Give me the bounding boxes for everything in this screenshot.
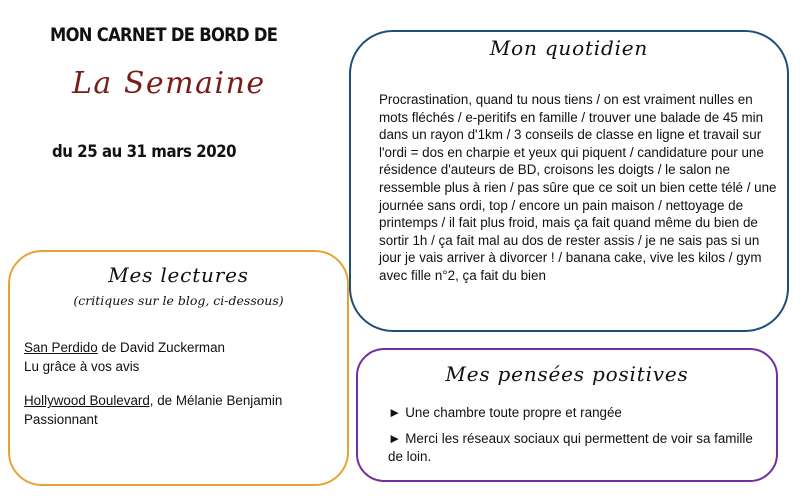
quotidien-title: Mon quotidien — [489, 36, 649, 60]
arrow-right-icon: ► — [388, 405, 402, 420]
week-title: La Semaine — [72, 66, 266, 101]
list-item — [388, 404, 768, 422]
quotidien-text: Procrastination, quand tu nous tiens / on est vraiment nulles en mots fléchés / e-peritifs en famille / trouver une balade de 45 min dans un rayon d'1km / 3 conseils de classe en ligne et travail sur l'ordi = dos en charpie et yeux qui piquent / candidature pour une résidence d'auteurs de BD, croisons les doigts / le salon ne ressemble plus à rien / pas sûre que ce soit un bien cette télé / une journée sans ordi, top / encore un pain maison / nettoyage de printemps / il fait plus froid, mais ça fait quand même du bien de sortir 1h / ça fait mal au dos de rester assis / je ne sais pas si un jour je vais arriver à divorcer ! / banana cake, vive les kilos / gym avec fille n°2, ça fait du bien — [379, 92, 777, 283]
quotidien-box — [349, 30, 789, 332]
book-entry — [24, 338, 225, 376]
book-comment: Passionnant — [24, 412, 98, 427]
book-author: de David Zuckerman — [97, 340, 225, 355]
book-line — [24, 338, 225, 357]
book-comment: Lu grâce à vos avis — [24, 359, 140, 374]
date-range: du 25 au 31 mars 2020 — [52, 142, 237, 162]
pensees-box — [356, 348, 778, 482]
lectures-title: Mes lectures — [108, 263, 249, 287]
pensees-list — [388, 404, 768, 474]
pensees-title: Mes pensées positives — [445, 362, 689, 386]
list-item — [388, 430, 768, 466]
book-title: San Perdido — [24, 340, 98, 355]
book-entry — [24, 391, 282, 429]
lectures-box — [8, 250, 349, 486]
book-line — [24, 391, 282, 410]
page-title: MON CARNET DE BORD DE — [50, 24, 278, 46]
arrow-right-icon: ► — [388, 431, 402, 446]
book-author: de Mélanie Benjamin — [153, 393, 283, 408]
pensee-text: Merci les réseaux sociaux qui permettent de voir sa famille de loin. — [388, 431, 753, 464]
pensee-text: Une chambre toute propre et rangée — [405, 405, 622, 420]
book-title: Hollywood Boulevard, — [24, 393, 154, 408]
lectures-subtitle: (critiques sur le blog, ci-dessous) — [73, 293, 284, 308]
